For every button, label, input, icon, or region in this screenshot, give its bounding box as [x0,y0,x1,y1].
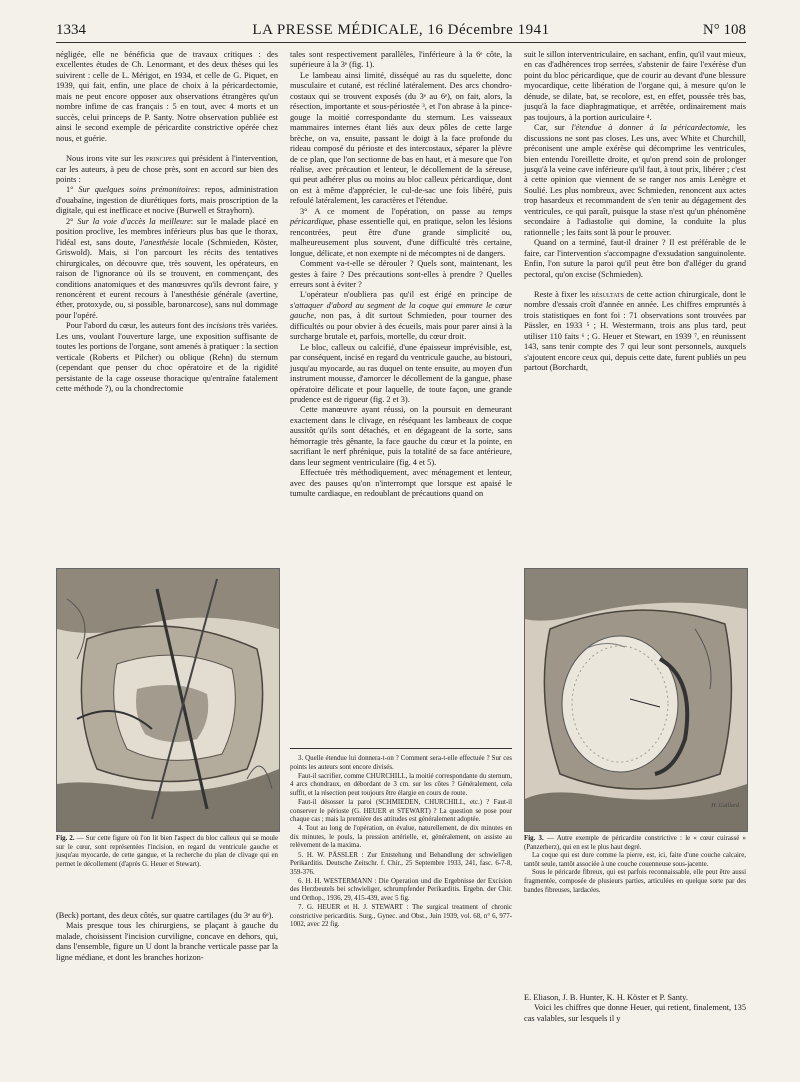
paragraph: Le bloc, calleux ou calcifié, d'une épaisseur imprévisible, est, par conséquent, incisé en regard du ventricule gauche, au bistouri, jusqu'au myocarde, au ras duquel on tente ensuite, au moyen d'un instrument mousse, d'amorcer le décollement de la gangue, phase opératoire délicate et pour laquelle, de toute façon, une grande prudence est de rigueur (fig. 2 et 3). [290,342,512,404]
paragraph: Car, sur l'étendue à donner à la péricardectomie, les discussions ne sont pas closes. Les uns, avec White et Churchill, préconisent une ample exérèse qui décomprime les ventricules, bien entendu l'oreillette droite, et qu'on prend soin de prolonger jusqu'à la veine cave inférieure qu'il faut, à tout prix, libérer ; c'est à cette opinion que viennent de se ranger nos amis Lenègre et Soulié. Les plus nombreux, avec Schmieden, renoncent aux actes trop hasardeux et recommandent de s'en tenir au dégagement des ventricules, ce qui paraît, puisque la stase n'est qu'un phénomène secondaire à l'adiastolie qui domine, la conduite la plus rationnelle ; les faits sont là pour le prouver. [524,123,746,237]
column-1-top [56,50,278,395]
paragraph: Comment va-t-elle se dérouler ? Quels sont, maintenant, les gestes à faire ? Des précautions sont-elles à prendre ? Quelles erreurs sont à éviter ? [290,259,512,289]
paragraph: Mais presque tous les chirurgiens, se plaçant à gauche du malade, choisissent l'incision curviligne, concave en dehors, qui, dans l'ensemble, figure un U dont la branche verticale passe par la ligne médiane, et dont les branches horizon- [56,921,278,962]
paragraph: Cette manœuvre ayant réussi, on la poursuit en demeurant exactement dans le clivage, en réséquant les lambeaux de coque aussitôt qu'ils sont détachés, et en dégageant de la sorte, sans hémorragie très gênante, la face gauche du cœur et la pointe, en sacrifiant le nerf phrénique, puis la totalité de sa face antérieure, dans leur segment ventriculaire (fig. 4 et 5). [290,405,512,467]
paragraph: négligée, elle ne bénéficia que de travaux critiques : des excellentes études de Ch. Lenormant, et des deux thèses qui les suivirent : celle de L. Mérigot, en 1934, et celle de G. Piquet, en 1939, qui fait, enfin, une place de choix à la péricardectomie, mais ne peut encore opposer aux observations étrangères qu'un nombre infime de cas français : 5 en tout, avec 4 morts et un succès, celui princeps de P. Santy. Notre observation publiée est ainsi le second exemple de péricardite constrictive opérée chez nous, et guérie. [56,50,278,143]
paragraph: Voici les chiffres que donne Heuer, qui retient, finalement, 135 cas valables, sur lesquels il y [524,1003,746,1023]
paragraph: 1° Sur quelques soins prémonitoires: repos, administration d'ouabaïne, ingestion de diurétiques forts, mais proscription de la digitale, qui est inefficace et nocive (Burwell et Strayhorn). [56,185,278,216]
figure-3-caption: Fig. 3. — Autre exemple de péricardite constrictive : le « cœur cuirassé » (Panzerherz), qui en est le plus haut degré. La coque qui est dure comme la pierre, est, ici, faite d'une couche calcaire, tantôt seule, tantôt associée à une couche couenneuse sous-jacente. Sous le péricarde fibreux, qui est parfois reconnaissable, elle peut être aussi fragmentée, composée de plusieurs parties, articulées en quelque sorte par des bandes fibreuses, lardacées. [524,835,746,894]
footnote: 5. H. W. PÄSSLER : Zur Entstehung und Behandlung der schwieligen Perikarditis. Deutsche Zeitschr. f. Chir., 25 Septembre 1933, 241, fasc. 6-7-8, 359-376. [290,851,512,876]
footnote: 4. Tout au long de l'opération, on évalue, naturellement, de dix minutes en dix minutes, le pouls, la pression artérielle, et, généralement, on assiste au relèvement de la maxima. [290,825,512,850]
surgical-illustration-heart-incision [57,569,279,831]
paragraph: L'opérateur n'oubliera pas qu'il est érigé en principe de s'attaquer d'abord au segment de la coque qui emmure le cœur gauche, non pas, à dit surtout Schmieden, pour tourner des difficultés ou pour obvier à des écueils, mais pour parer ainsi à la surcharge brutale et, parfois, mortelle, du cœur droit. [290,290,512,342]
footnotes [290,755,512,930]
journal-title: LA PRESSE MÉDICALE, 16 Décembre 1941 [252,22,550,38]
figure-2 [56,568,280,832]
footnote: 3. Quelle étendue lui donnera-t-on ? Comment sera-t-elle effectuée ? Sur ces points les auteurs sont encore divisés. [290,755,512,771]
figure-2-caption: Fig. 2. — Sur cette figure où l'on lit bien l'aspect du bloc calleux qui se moule sur le cœur, sont représentées l'incision, en regard du ventricule gauche et jusqu'au myocarde, de cette gangue, et la recherche du plan de clivage qui en permet le décollement (d'après G. Heuer et Stewart). [56,835,279,868]
column-1-bottom [56,911,278,963]
paragraph: Le lambeau ainsi limité, disséqué au ras du squelette, donc musculaire et cutané, est récliné latéralement. Des arcs chondro-costaux qui se trouvent exposés (du 3ᵉ au 6ᵉ), on fait, alors, la résection, importante et sous-périostée ³, et l'on abrase à la pince-gouge la moitié correspondante du sternum. Les vaisseaux mammaires internes étant liés aux deux pôles de cette large brèche, on va, ensuite, passant le doigt à la face profonde du rideau composé du périoste et des intercostaux, séparer la plèvre de ce plan, que l'on sectionne de bas en haut, et à mesure que l'on réalise, avec précaution et lenteur, le décollement de la séreuse, qui peut adhérer plus ou moins au bloc calleux péricardique, dont on est à même d'apprécier, le cul-de-sac une fois libéré, puis refoulé latéralement, les caractères et l'étendue. [290,70,512,206]
paragraph: Pour l'abord du cœur, les auteurs font des incisions très variées. Les uns, voulant l'ouverture large, une exposition suffisante de toutes les portions de l'organe, sont amenés à pratiquer : la section verticale (Roberts et Pilcher) ou oblique (Rehn) du sternum (cependant que penser du choc opératoire et de la rigidité persistante de la cage osseuse thoracique qu'entraîne fatalement cette méthode ?), ou la chondrectomie [56,321,278,394]
footnote: 7. G. HEUER et H. J. STEWART : The surgical treatment of chronic constrictive pericarditis. Surg., Gynec. and Obst., Juin 1939, vol. 68, n° 6, 977-1002, avec 22 fig. [290,904,512,929]
footnote: Faut-il désosser la paroi (SCHMIEDEN, CHURCHILL, etc.) ? Faut-il conserver le périoste (G. HEUER et STEWART) ? La question se pose pour chaque cas ; mais la première des attitudes est généralement adoptée. [290,798,512,824]
paragraph: Quand on a terminé, faut-il drainer ? Il est préférable de le faire, car l'intervention s'accompagne d'exsudation sanguinolente. Enfin, l'on suture la paroi qu'il peut être bon d'alléger du grand pectoral, qu'on excise (Schmieden). [524,238,746,279]
paragraph: Nous irons vite sur les principes qui président à l'intervention, car les auteurs, à peu de chose près, sont en accord sur bien des points : [56,154,278,184]
surgical-illustration-calcified-heart [525,569,747,831]
paragraph: suit le sillon interventriculaire, en sachant, enfin, qu'il vaut mieux, en cas d'adhérences trop serrées, s'abstenir de faire l'exérèse d'un point du bloc péricardique, que de courir au devant d'une blessure myocardique, cette libération de l'organe qui, à mesure qu'on le dénude, se dilate, bat, se recolore, est, en effet, poussée très bas, jusqu'à la face diaphragmatique, et arrêtée, ordinairement mais pas toujours, à la portion auriculaire ⁴. [524,50,746,122]
paragraph: 3° A ce moment de l'opération, on passe au temps péricardique, phase essentielle qui, en pratique, selon les lésions rencontrées, peut être d'une grande simplicité ou, malheureusement plus souvent, d'une difficulté très certaine, longue, délicate, et non exempte ni de mécomptes ni de dangers. [290,206,512,258]
paragraph: E. Eliason, J. B. Hunter, K. H. Köster et P. Santy. [524,993,688,1002]
footnote-rule [290,748,512,749]
paragraph: Effectuée très méthodiquement, avec ménagement et lenteur, avec des pauses qu'on n'interrompt que lorsque est apaisé le tumulte cardiaque, en redoublant de précautions quand on [290,468,512,499]
illustrator-signature: H. Gaillard [711,803,739,809]
paragraph: (Beck) portant, des deux côtés, sur quatre cartilages (du 3ᵉ au 6ᵉ). [56,911,274,920]
footnote: 6. H. H. WESTERMANN : Die Operation und die Ergebnisse der Excision des Herzbeutels bei schwieliger, schrumpfender Perikarditis. Ergebn. der Chir. und Orthop., 1936, 29, 415-439, avec 5 fig. [290,877,512,902]
header-rule [56,42,746,43]
page-number: 1334 [56,22,86,38]
issue-number: N° 108 [702,22,746,38]
footnote: Faut-il sacrifier, comme CHURCHILL, la moitié correspondante du sternum, 4 arcs chondraux, en débordant de 3 cm. sur les côtes ? Généralement, cela suffit, et la résection peut toujours être élargie en cours de route. [290,772,512,797]
paragraph: Reste à fixer les résultats de cette action chirurgicale, dont le nombre d'essais croît d'année en année. Les chiffres empruntés à trois statistiques en font foi : 71 observations sont trouvées par Pässler, en 1933 ⁵ ; H. Westermann, trois ans plus tard, peut utiliser 110 faits ⁶ ; G. Heuer et Stewart, en 1939 ⁷, en réunissent 143, sans tenir compte des 7 qui leur sont personnels, auxquels s'ajoutent encore ceux qui, depuis cette date, furent publiés un peu partout (Borchardt, [524,289,746,373]
column-3-bottom [524,993,746,1024]
paragraph: tales sont respectivement parallèles, l'inférieure à la 6ᵉ côte, la supérieure à la 3ᵉ (fig. 1). [290,50,512,70]
figure-3 [524,568,748,832]
column-2 [290,50,512,499]
paragraph: 2° Sur la voie d'accès la meilleure: sur le malade placé en position proclive, les membres inférieurs plus bas que le thorax, l'idéal est, sans doute, l'anesthésie locale (Schmieden, Köster, Griswold). Mais, si l'on parcourt les récits des tentatives chirurgicales, on découvre que, très souvent, les opérateurs, en raison de l'ignorance où ils se trouvent, en commençant, des conditions anatomiques et des manœuvres qu'ils devront faire, y renoncèrent et eurent recours à l'anesthésie générale (avertine, éther, protoxyde, ou, si possible, baronarcose), sans nul dommage pour l'opéré. [56,216,279,320]
column-3-top [524,50,746,374]
